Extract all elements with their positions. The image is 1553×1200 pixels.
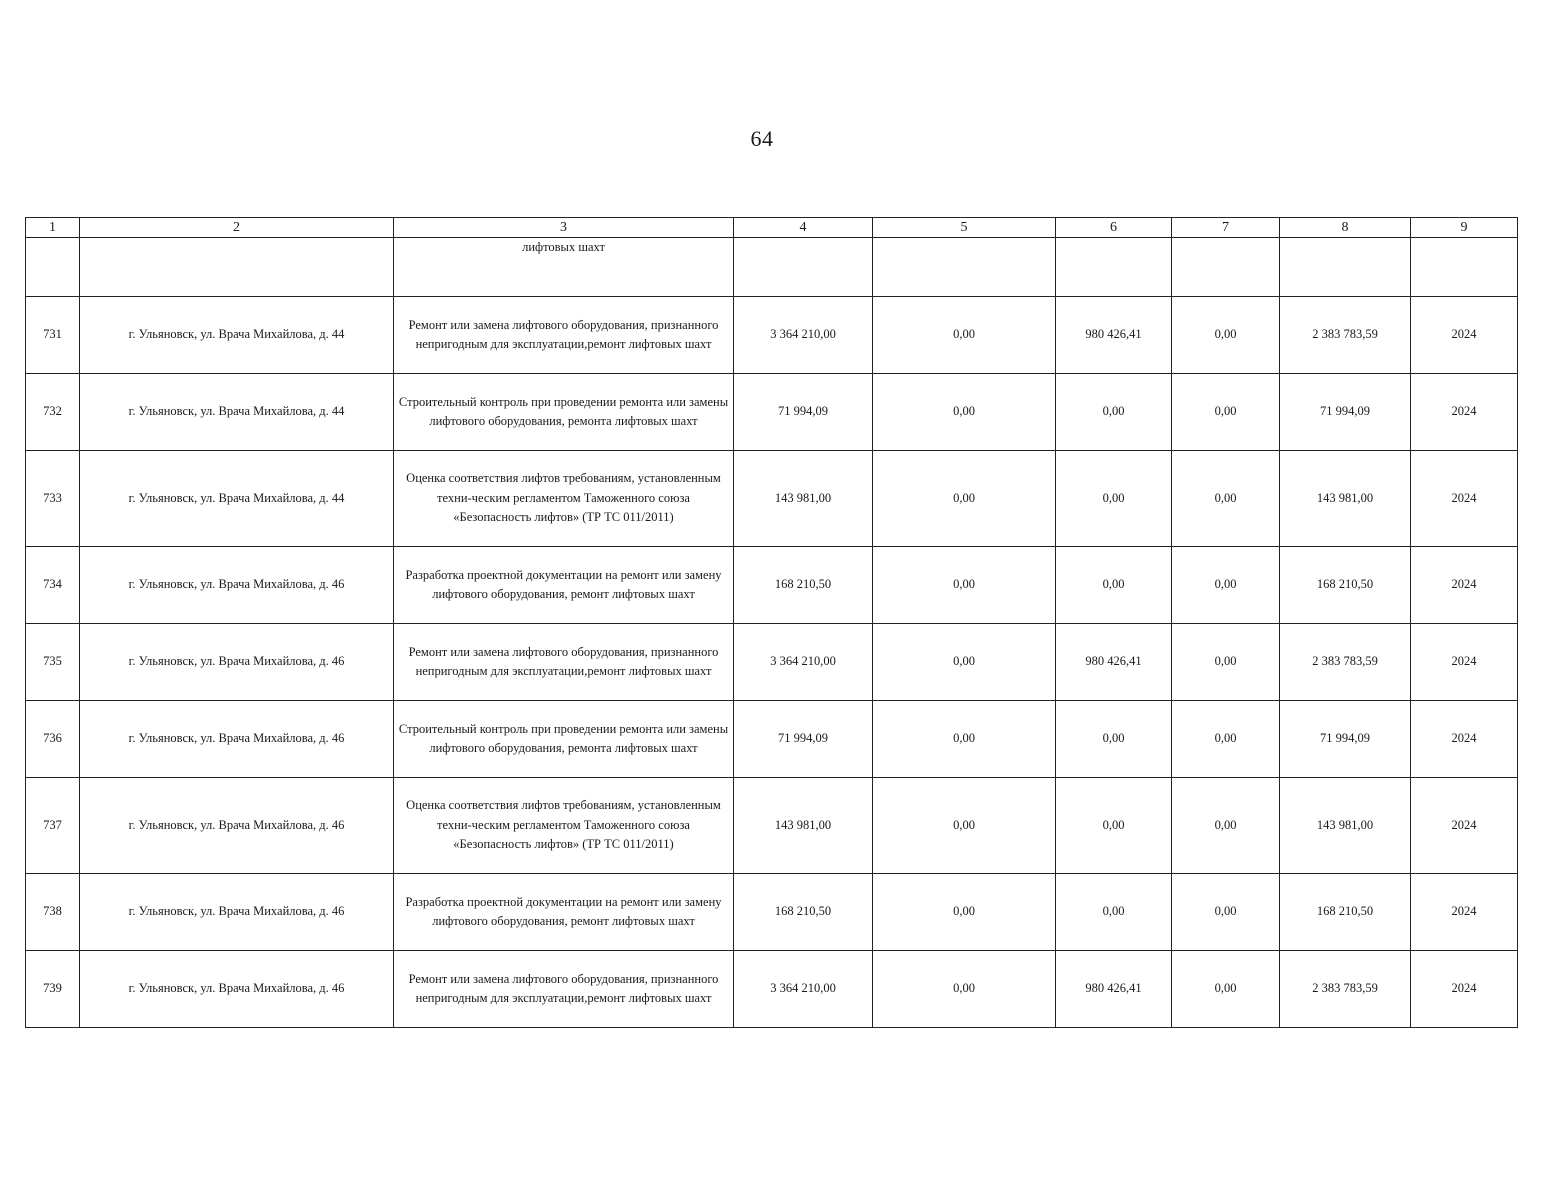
- address: г. Ульяновск, ул. Врача Михайлова, д. 46: [80, 624, 394, 701]
- year: 2024: [1411, 701, 1518, 778]
- row-number: 739: [26, 951, 80, 1028]
- amount-col8: 71 994,09: [1280, 374, 1411, 451]
- header-row: [26, 218, 1518, 238]
- year: 2024: [1411, 951, 1518, 1028]
- year: 2024: [1411, 874, 1518, 951]
- amount-col7: 0,00: [1172, 547, 1280, 624]
- address: г. Ульяновск, ул. Врача Михайлова, д. 46: [80, 951, 394, 1028]
- amount-col7: 0,00: [1172, 951, 1280, 1028]
- work-description: Разработка проектной документации на ремонт или замену лифтового оборудования, ремонт лифтовых шахт: [394, 547, 734, 624]
- table-row: [26, 701, 1518, 778]
- amount-col6: 0,00: [1056, 547, 1172, 624]
- amount-col7: 0,00: [1172, 624, 1280, 701]
- address: г. Ульяновск, ул. Врача Михайлова, д. 44: [80, 297, 394, 374]
- address: г. Ульяновск, ул. Врача Михайлова, д. 46: [80, 701, 394, 778]
- year: 2024: [1411, 451, 1518, 547]
- table-row: [26, 778, 1518, 874]
- amount-col6: 0,00: [1056, 778, 1172, 874]
- address: г. Ульяновск, ул. Врача Михайлова, д. 46: [80, 778, 394, 874]
- amount-col7: 0,00: [1172, 874, 1280, 951]
- amount-col8: 71 994,09: [1280, 701, 1411, 778]
- amount-col7: 0,00: [1172, 297, 1280, 374]
- address: г. Ульяновск, ул. Врача Михайлова, д. 46: [80, 874, 394, 951]
- table-row: [26, 874, 1518, 951]
- row-number: 738: [26, 874, 80, 951]
- row-number: 734: [26, 547, 80, 624]
- work-description: Ремонт или замена лифтового оборудования, признанного непригодным для эксплуатации,ремонт лифтовых шахт: [394, 624, 734, 701]
- row-number: 735: [26, 624, 80, 701]
- amount-col6: 980 426,41: [1056, 624, 1172, 701]
- year: 2024: [1411, 778, 1518, 874]
- amount-col8: 168 210,50: [1280, 547, 1411, 624]
- address: г. Ульяновск, ул. Врача Михайлова, д. 44: [80, 451, 394, 547]
- amount-col7: 0,00: [1172, 374, 1280, 451]
- work-description: Строительный контроль при проведении ремонта или замены лифтового оборудования, ремонта лифтовых шахт: [394, 701, 734, 778]
- row-number: 732: [26, 374, 80, 451]
- amount-col8: 143 981,00: [1280, 451, 1411, 547]
- amount-col5: 0,00: [873, 951, 1056, 1028]
- column-header: 7: [1172, 218, 1280, 238]
- amount-col5: 0,00: [873, 778, 1056, 874]
- column-header: 5: [873, 218, 1056, 238]
- amount-col4: 71 994,09: [734, 374, 873, 451]
- work-description: Строительный контроль при проведении ремонта или замены лифтового оборудования, ремонта лифтовых шахт: [394, 374, 734, 451]
- amount-col8: 143 981,00: [1280, 778, 1411, 874]
- amount-col4: 3 364 210,00: [734, 624, 873, 701]
- amount-col8: 2 383 783,59: [1280, 951, 1411, 1028]
- amount-col6: 0,00: [1056, 451, 1172, 547]
- continuation-row: [26, 238, 1518, 297]
- column-header: 4: [734, 218, 873, 238]
- address: г. Ульяновск, ул. Врача Михайлова, д. 44: [80, 374, 394, 451]
- amount-col4: 3 364 210,00: [734, 951, 873, 1028]
- amount-col6: 0,00: [1056, 701, 1172, 778]
- amount-col6: 980 426,41: [1056, 297, 1172, 374]
- amount-col7: 0,00: [1172, 451, 1280, 547]
- amount-col8: 2 383 783,59: [1280, 624, 1411, 701]
- row-number: 737: [26, 778, 80, 874]
- cell-empty: [1280, 238, 1411, 297]
- amount-col6: 0,00: [1056, 874, 1172, 951]
- amount-col7: 0,00: [1172, 701, 1280, 778]
- amount-col5: 0,00: [873, 547, 1056, 624]
- cell-empty: [26, 238, 80, 297]
- cell-empty: [1172, 238, 1280, 297]
- column-header: 3: [394, 218, 734, 238]
- row-number: 733: [26, 451, 80, 547]
- amount-col4: 71 994,09: [734, 701, 873, 778]
- amount-col7: 0,00: [1172, 778, 1280, 874]
- table-row: [26, 951, 1518, 1028]
- work-description: Оценка соответствия лифтов требованиям, установленным техни-ческим регламентом Таможенного союза «Безопасность лифтов» (ТР ТС 011/2011): [394, 451, 734, 547]
- work-description: Ремонт или замена лифтового оборудования, признанного непригодным для эксплуатации,ремонт лифтовых шахт: [394, 297, 734, 374]
- row-number: 736: [26, 701, 80, 778]
- column-header: 2: [80, 218, 394, 238]
- amount-col5: 0,00: [873, 297, 1056, 374]
- amount-col4: 143 981,00: [734, 778, 873, 874]
- amount-col4: 3 364 210,00: [734, 297, 873, 374]
- column-header: 8: [1280, 218, 1411, 238]
- work-plan-table: [25, 217, 1518, 1028]
- cell-empty: [873, 238, 1056, 297]
- cell-empty: [1411, 238, 1518, 297]
- amount-col5: 0,00: [873, 624, 1056, 701]
- column-header: 6: [1056, 218, 1172, 238]
- work-description: Оценка соответствия лифтов требованиям, установленным техни-ческим регламентом Таможенного союза «Безопасность лифтов» (ТР ТС 011/2011): [394, 778, 734, 874]
- year: 2024: [1411, 624, 1518, 701]
- amount-col4: 143 981,00: [734, 451, 873, 547]
- column-header: 9: [1411, 218, 1518, 238]
- amount-col4: 168 210,50: [734, 547, 873, 624]
- amount-col8: 168 210,50: [1280, 874, 1411, 951]
- amount-col5: 0,00: [873, 451, 1056, 547]
- amount-col6: 980 426,41: [1056, 951, 1172, 1028]
- cell-empty: [80, 238, 394, 297]
- table-row: [26, 547, 1518, 624]
- work-description: лифтовых шахт: [394, 238, 734, 297]
- page-number: 64: [750, 126, 774, 151]
- amount-col8: 2 383 783,59: [1280, 297, 1411, 374]
- table-row: [26, 374, 1518, 451]
- column-header: 1: [26, 218, 80, 238]
- table-row: [26, 297, 1518, 374]
- cell-empty: [1056, 238, 1172, 297]
- year: 2024: [1411, 547, 1518, 624]
- address: г. Ульяновск, ул. Врача Михайлова, д. 46: [80, 547, 394, 624]
- amount-col6: 0,00: [1056, 374, 1172, 451]
- year: 2024: [1411, 297, 1518, 374]
- table-row: [26, 451, 1518, 547]
- table-row: [26, 624, 1518, 701]
- work-description: Ремонт или замена лифтового оборудования, признанного непригодным для эксплуатации,ремонт лифтовых шахт: [394, 951, 734, 1028]
- amount-col5: 0,00: [873, 374, 1056, 451]
- amount-col5: 0,00: [873, 874, 1056, 951]
- row-number: 731: [26, 297, 80, 374]
- amount-col4: 168 210,50: [734, 874, 873, 951]
- work-description: Разработка проектной документации на ремонт или замену лифтового оборудования, ремонт лифтовых шахт: [394, 874, 734, 951]
- year: 2024: [1411, 374, 1518, 451]
- cell-empty: [734, 238, 873, 297]
- amount-col5: 0,00: [873, 701, 1056, 778]
